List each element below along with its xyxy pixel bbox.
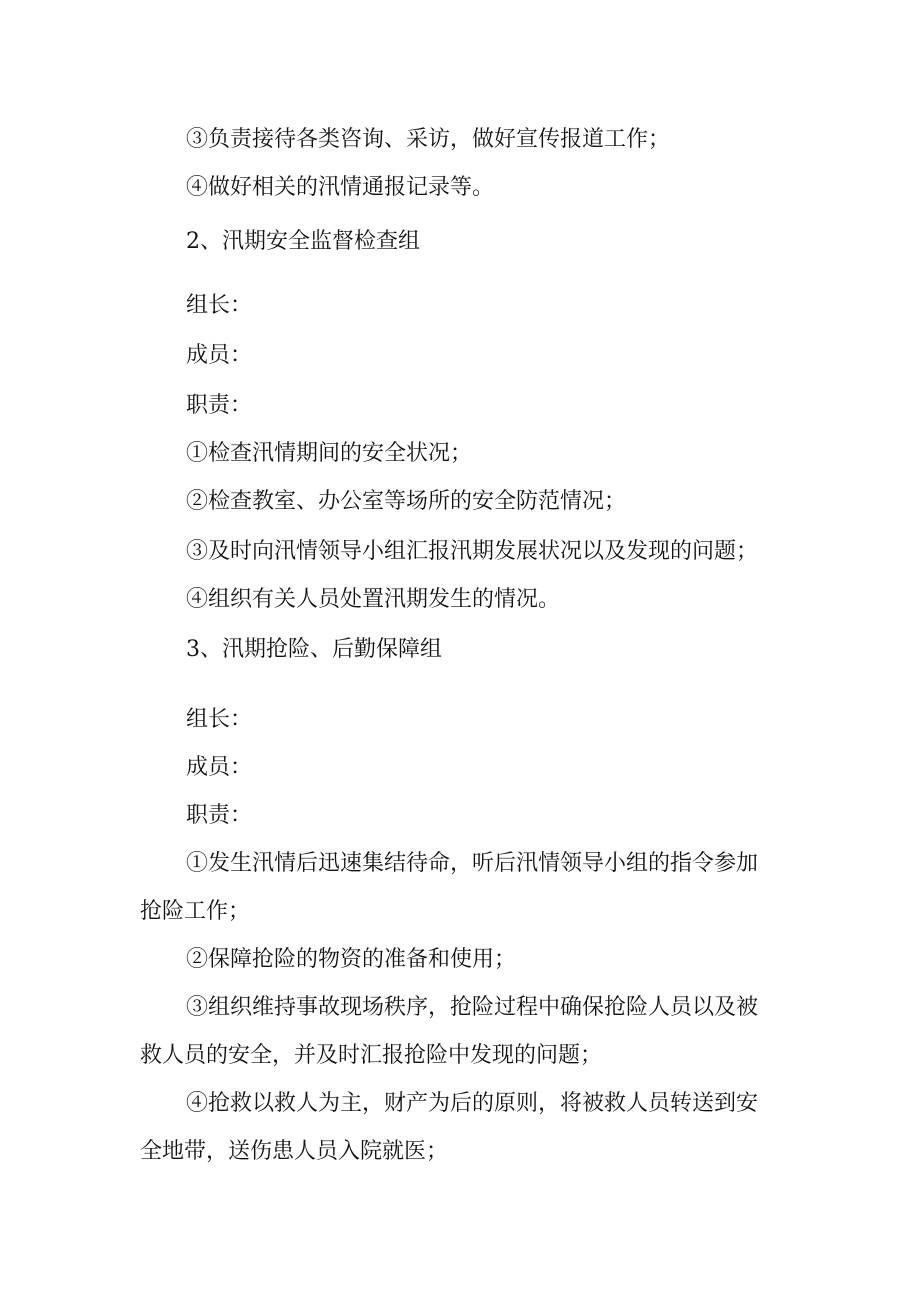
duty-item-4: ④做好相关的汛情通报记录等。 (186, 175, 495, 200)
duty-item-1: ①检查汛情期间的安全状况； (186, 441, 473, 466)
duties-label: 职责： (186, 803, 253, 828)
duty-item-4: ④组织有关人员处置汛期发生的情况。 (186, 587, 561, 612)
duty-item-4-continuation: 全地带，送伤患人员入院就医； (140, 1139, 449, 1164)
members-label: 成员： (186, 755, 253, 780)
duty-item-2: ②保障抢险的物资的准备和使用； (186, 947, 517, 972)
duties-label: 职责： (186, 393, 253, 418)
duty-item-3: ③组织维持事故现场秩序，抢险过程中确保抢险人员以及被 (186, 995, 759, 1020)
group-leader-label: 组长： (186, 293, 253, 318)
section-heading-2: 2、汛期安全监督检查组 (186, 229, 420, 254)
duty-item-3-continuation: 救人员的安全，并及时汇报抢险中发现的问题； (140, 1043, 603, 1068)
duty-item-3: ③负责接待各类咨询、采访，做好宣传报道工作； (186, 127, 671, 152)
duty-item-1: ①发生汛情后迅速集结待命，听后汛情领导小组的指令参加 (186, 851, 759, 876)
duty-item-4: ④抢救以救人为主，财产为后的原则，将被救人员转送到安 (186, 1091, 759, 1116)
section-heading-3: 3、汛期抢险、后勤保障组 (186, 637, 442, 662)
members-label: 成员： (186, 343, 253, 368)
duty-item-1-continuation: 抢险工作； (140, 899, 251, 924)
duty-item-2: ②检查教室、办公室等场所的安全防范情况； (186, 489, 627, 514)
group-leader-label: 组长： (186, 707, 253, 732)
duty-item-3: ③及时向汛情领导小组汇报汛期发展状况以及发现的问题； (186, 539, 759, 564)
